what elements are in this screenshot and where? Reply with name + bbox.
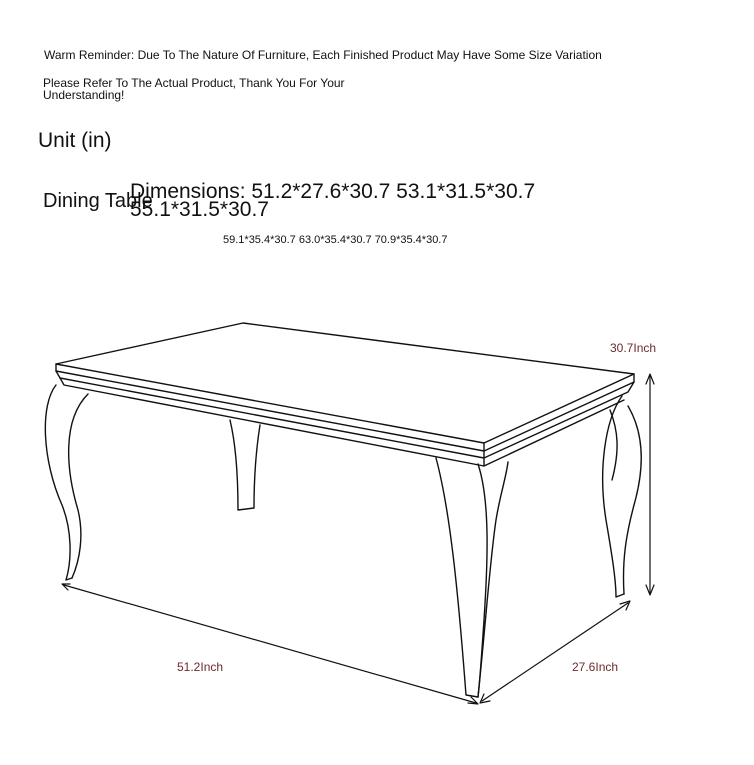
height-dimension-line <box>646 374 654 595</box>
dimensions-more: 59.1*35.4*30.7 63.0*35.4*30.7 70.9*35.4*30.7 <box>223 234 448 246</box>
unit-label: Unit (in) <box>38 129 112 152</box>
depth-label: 27.6Inch <box>572 660 619 674</box>
table-top <box>56 323 634 466</box>
depth-dimension-line <box>480 601 630 703</box>
height-label: 30.7Inch <box>610 341 657 355</box>
width-label: 51.2Inch <box>177 660 224 674</box>
size-variation-reminder: Warm Reminder: Due To The Nature Of Furniture, Each Finished Product May Have Some Size Variation <box>44 48 602 62</box>
dimensions-heading: Dimensions: 51.2*27.6*30.7 53.1*31.5*30.7 55.1*31.5*30.7 <box>130 180 536 221</box>
width-dimension-line <box>62 584 478 704</box>
actual-product-reminder: Please Refer To The Actual Product, Thank You For Your Understanding! <box>43 76 345 102</box>
front-left-leg <box>45 385 88 580</box>
back-leg <box>230 420 260 510</box>
product-name: Dining Table <box>43 190 153 212</box>
back-right-leg <box>603 396 642 597</box>
front-right-leg <box>436 458 508 697</box>
